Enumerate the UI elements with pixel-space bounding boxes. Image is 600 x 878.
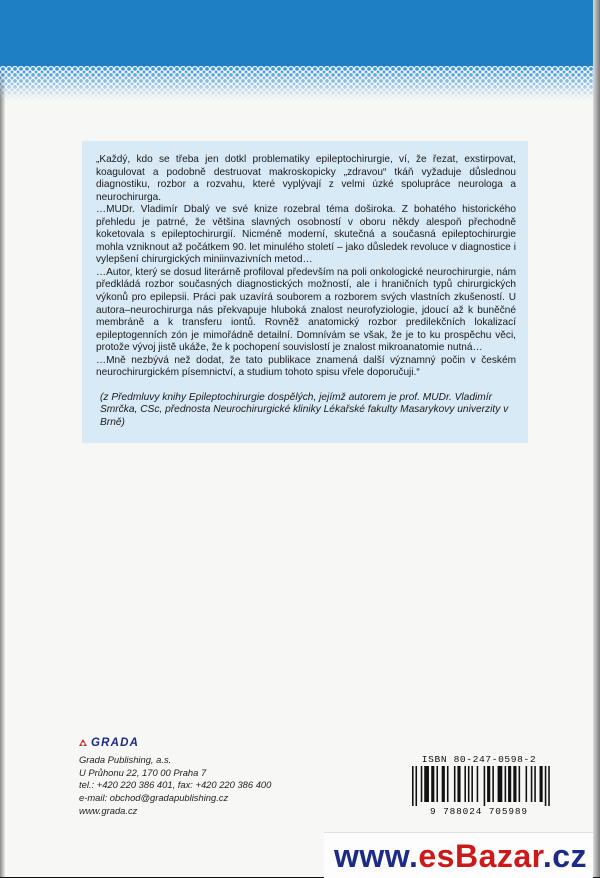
barcode-bar	[492, 766, 494, 802]
watermark-es: es	[418, 838, 455, 874]
publisher-info	[79, 754, 271, 818]
barcode-bar	[464, 766, 466, 802]
barcode-bar	[421, 766, 423, 802]
barcode-bar	[540, 766, 543, 802]
barcode-bar	[505, 766, 507, 802]
barcode-bar	[436, 766, 438, 802]
quote-source-caption: (z Předmluvy knihy Epileptochirurgie dospělých, jejímž autorem je prof. MUDr. Vladimír Smrčka, CSc, přednosta Neurochirurgické kliniky Lékařské fakulty Masarykovy univerzity v Brně)	[100, 391, 509, 429]
quote-body	[96, 154, 516, 380]
esbazar-watermark	[324, 832, 593, 878]
barcode-bar	[454, 766, 456, 802]
cover-edge	[593, 0, 600, 877]
publisher-phone: tel.: +420 220 386 401, fax: +420 220 386 400	[79, 779, 272, 791]
barcode-bar	[477, 766, 479, 802]
barcode-bar	[484, 766, 486, 806]
barcode-bar	[442, 766, 445, 802]
barcode-bar	[415, 766, 417, 806]
barcode-bar	[447, 766, 449, 802]
barcode-bar	[457, 766, 460, 802]
barcode-bar	[487, 766, 490, 802]
publisher-logo	[78, 736, 168, 750]
grada-logo-icon	[78, 738, 88, 748]
halftone-dot-band	[0, 66, 593, 100]
ean-number: 9 788024 705989	[430, 806, 528, 817]
watermark-cz: .cz	[542, 838, 588, 874]
barcode-bar	[534, 766, 536, 802]
barcode-block	[404, 754, 554, 820]
watermark-logo	[334, 837, 587, 875]
top-color-band	[0, 0, 593, 66]
quote-paragraph-4: …Mně nezbývá než dodat, že tato publikace znamená další významný počin v českém neurochirurgickém písemnictví, a studium tohoto spisu vřele doporučuji.“	[96, 354, 516, 379]
publisher-name: Grada Publishing, a.s.	[79, 754, 172, 765]
logo-text: GRADA	[91, 737, 140, 749]
barcode-bar	[508, 766, 511, 802]
barcode-icon	[410, 766, 552, 806]
quote-box	[82, 141, 528, 443]
publisher-address: U Průhonu 22, 170 00 Praha 7	[79, 766, 207, 778]
barcode-bar	[519, 766, 521, 802]
barcode-bar	[431, 766, 434, 802]
barcode-bar	[545, 766, 547, 806]
isbn-label: ISBN 80-247-0598-2	[421, 754, 537, 765]
barcode-bar	[412, 766, 414, 806]
barcode-bar	[471, 766, 473, 802]
barcode-bar	[531, 766, 533, 802]
barcode-bar	[526, 766, 528, 802]
quote-paragraph-3: …Autor, který se dosud literárně profiloval především na poli onkologické neurochirurgie, nám předkládá rozbor současných diagnostických možností, ale i hraničních typů chirurgických výkonů pro epilepsii. Práci pak uzavírá souborem a rozborem svých vlastních zkušeností. U autora–neurochirurga nás překvapuje hluboká znalost neurofyziologie, jdoucí až k buněčné membráně a k transferu iontů. Rovněž anatomický rozbor predilekčních lokalizací epileptogenních zón je mimořádně detailní. Domnívám se však, že je to ku prospěchu věci, protože vývoj jistě ukáže, že k pochopení souvislostí je znalost mikroanatomie nutná…	[96, 266, 516, 354]
barcode-bar	[424, 766, 429, 802]
barcode-bar	[513, 766, 516, 802]
publisher-email: e-mail: obchod@gradapublishing.cz	[79, 792, 229, 804]
spine-shadow	[0, 0, 5, 877]
barcode-bar	[468, 766, 470, 802]
watermark-bazar: Bazar	[454, 838, 543, 874]
barcode-bar	[498, 766, 503, 802]
barcode-bar	[548, 766, 550, 806]
watermark-www: www.	[334, 838, 419, 874]
quote-paragraph-2: …MUDr. Vladimír Dbalý ve své knize rozebral téma doširoka. Z bohatého historického přehledu je patrné, že většina slavných osobností v oboru někdy alespoň přechodně koketovala s epileptochirurgií. Nicméně moderní, skutečná a současná epileptochirurgie mohla vzniknout až počátkem 90. let minulého století – jako důsledek revoluce v diagnostice i vylepšení chirurgických miniinvazivních metod…	[96, 204, 516, 266]
publisher-website: www.grada.cz	[79, 804, 138, 816]
quote-paragraph-1: „Každý, kdo se třeba jen dotkl problematiky epileptochirurgie, ví, že řezat, exstirpovat, koagulovat a podobně destruovat makroskopicky „zdravou“ tkáň vyžaduje důslednou diagnostiku, rozbor a rozvahu, které vyplývají z velmi úzké spolupráce neurologa a neurochirurga.	[96, 154, 516, 203]
